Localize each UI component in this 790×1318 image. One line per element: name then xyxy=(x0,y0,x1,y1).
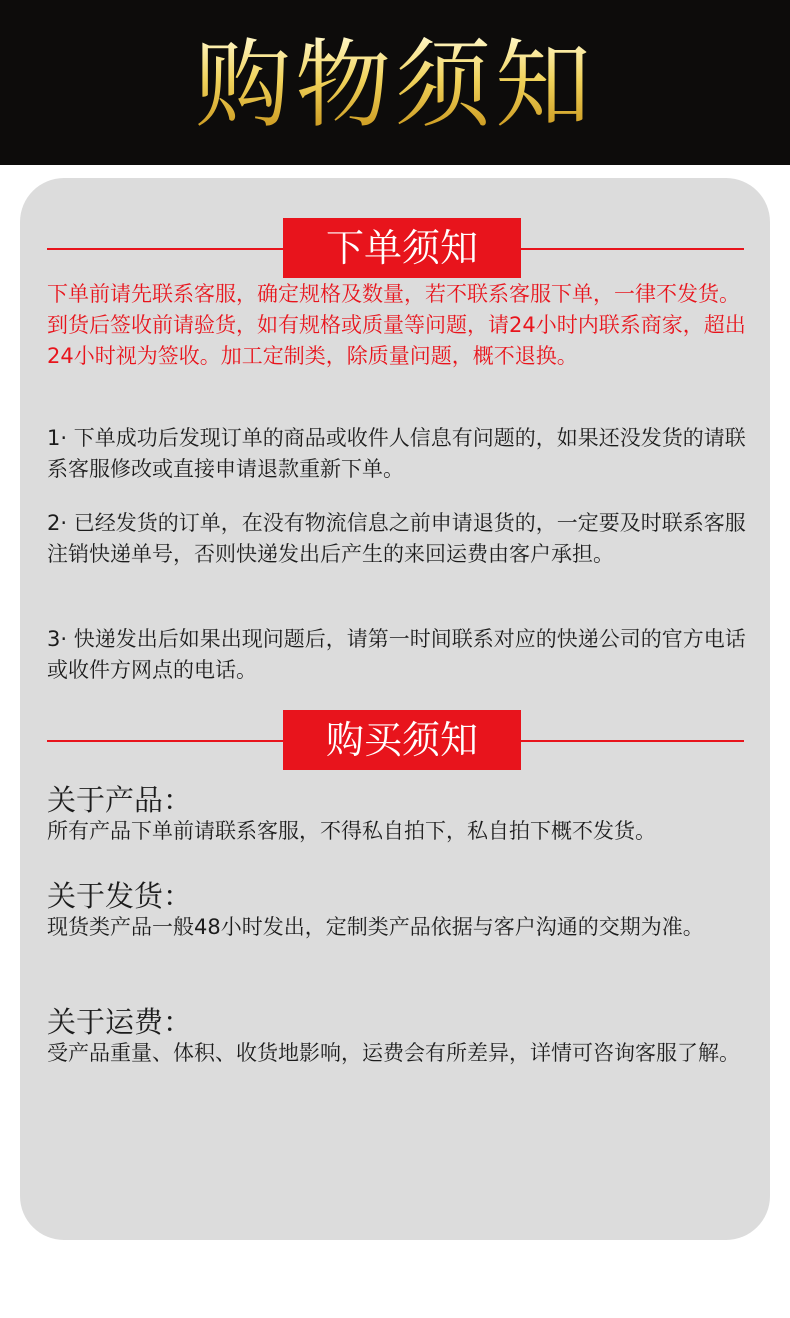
order-notice-item-1: 1· 下单成功后发现订单的商品或收件人信息有问题的，如果还没发货的请联系客服修改或直接申请退款重新下单。 xyxy=(47,426,746,481)
order-notice-intro: 下单前请先联系客服，确定规格及数量，若不联系客服下单，一律不发货。到货后签收前请验货，如有规格或质量等问题，请24小时内联系商家，超出24小时视为签收。加工定制类，除质量问题，概不退换。 xyxy=(47,282,746,368)
section-order-notice-header xyxy=(47,218,744,278)
section-purchase-notice-header xyxy=(47,710,744,770)
section-title-order-notice: 下单须知 xyxy=(283,218,521,278)
order-notice-item-2: 2· 已经发货的订单，在没有物流信息之前申请退货的，一定要及时联系客服注销快递单号，否则快递发出后产生的来回运费由客户承担。 xyxy=(47,511,746,566)
order-notice-item-3: 3· 快递发出后如果出现问题后，请第一时间联系对应的快递公司的官方电话或收件方网点的电话。 xyxy=(47,627,746,682)
header-banner xyxy=(0,0,790,165)
page-title: 购物须知 xyxy=(195,28,595,141)
section-title-purchase-notice: 购买须知 xyxy=(283,710,521,770)
freight-text: 受产品重量、体积、收货地影响，运费会有所差异，详情可咨询客服了解。 xyxy=(47,1041,740,1065)
shipping-text: 现货类产品一般48小时发出，定制类产品依据与客户沟通的交期为准。 xyxy=(47,915,704,939)
shipping-heading: 关于发货： xyxy=(47,879,193,913)
product-text: 所有产品下单前请联系客服，不得私自拍下，私自拍下概不发货。 xyxy=(47,819,656,843)
freight-heading: 关于运费： xyxy=(47,1005,193,1039)
product-heading: 关于产品： xyxy=(47,783,193,817)
